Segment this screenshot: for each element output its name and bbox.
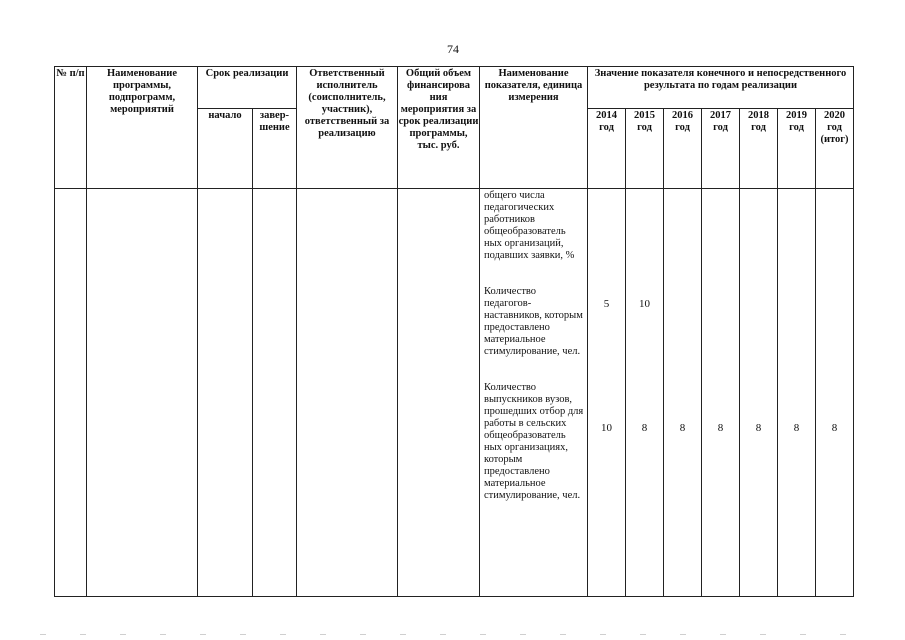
header-year-2016 (664, 109, 702, 189)
header-year-2018 (740, 109, 778, 189)
year-unit: год (789, 122, 804, 133)
year-label: 2019 (786, 110, 807, 121)
cell-funding (398, 189, 480, 597)
value: 8 (831, 422, 838, 434)
header-year-2019 (778, 109, 816, 189)
cell-num (55, 189, 87, 597)
indicator-text: общего числа педагогических работников общеобразователь ных организаций, подавших заявки, % (484, 190, 575, 261)
page-number: 74 (447, 42, 459, 56)
year-label: 2020 (824, 110, 845, 121)
cell-term-end (253, 189, 297, 597)
year-unit: год (713, 122, 728, 133)
indicator-text: Количество выпускников вузов, прошедших отбор для работы в сельских общеобразователь ных организациях, которым предоставлено материальное стимулирование, чел. (484, 382, 584, 501)
cell-value-2014 (588, 189, 626, 597)
header-year-2020 (816, 109, 854, 189)
value: 8 (755, 422, 762, 434)
year-unit: год (751, 122, 766, 133)
value: 8 (717, 422, 724, 434)
year-label: 2016 (672, 110, 693, 121)
cell-name (87, 189, 198, 597)
year-label: 2017 (710, 110, 731, 121)
cell-value-2018 (740, 189, 778, 597)
header-indicator: Наименование показателя, единица измерения (480, 67, 588, 189)
cell-indicators (480, 189, 588, 597)
year-label: 2014 (596, 110, 617, 121)
cell-term-start (198, 189, 253, 597)
value: 8 (793, 422, 800, 434)
header-name: Наименование программы, подпрограмм, мероприятий (87, 67, 198, 189)
table-row (55, 189, 854, 597)
header-year-2017 (702, 109, 740, 189)
value: 5 (603, 298, 610, 310)
header-values-group: Значение показателя конечного и непосредственного результата по годам реализации (588, 67, 854, 109)
header-year-2015 (626, 109, 664, 189)
header-year-2014 (588, 109, 626, 189)
value: 8 (679, 422, 686, 434)
cell-value-2020 (816, 189, 854, 597)
indicator-text: Количество педагогов-наставников, которым предоставлено материальное стимулирование, чел. (484, 286, 583, 357)
header-term-start: начало (198, 109, 253, 189)
year-unit: год (599, 122, 614, 133)
cell-value-2019 (778, 189, 816, 597)
header-responsible: Ответственный исполнитель (соисполнитель, участник), ответственный за реализацию (297, 67, 398, 189)
header-term-end: завер- шение (253, 109, 297, 189)
cell-value-2017 (702, 189, 740, 597)
year-unit: год (675, 122, 690, 133)
value: 8 (641, 422, 648, 434)
scan-noise (40, 634, 860, 635)
year-label: 2015 (634, 110, 655, 121)
cell-value-2015 (626, 189, 664, 597)
cell-value-2016 (664, 189, 702, 597)
header-num: № п/п (55, 67, 87, 189)
header-term: Срок реализации (198, 67, 297, 109)
value: 10 (639, 298, 650, 310)
year-unit: год (итог) (820, 122, 849, 145)
value: 10 (601, 422, 612, 434)
cell-responsible (297, 189, 398, 597)
header-funding: Общий объем финансирова ния мероприятия за срок реализации программы, тыс. руб. (398, 67, 480, 189)
program-table (54, 66, 854, 597)
year-label: 2018 (748, 110, 769, 121)
year-unit: год (637, 122, 652, 133)
